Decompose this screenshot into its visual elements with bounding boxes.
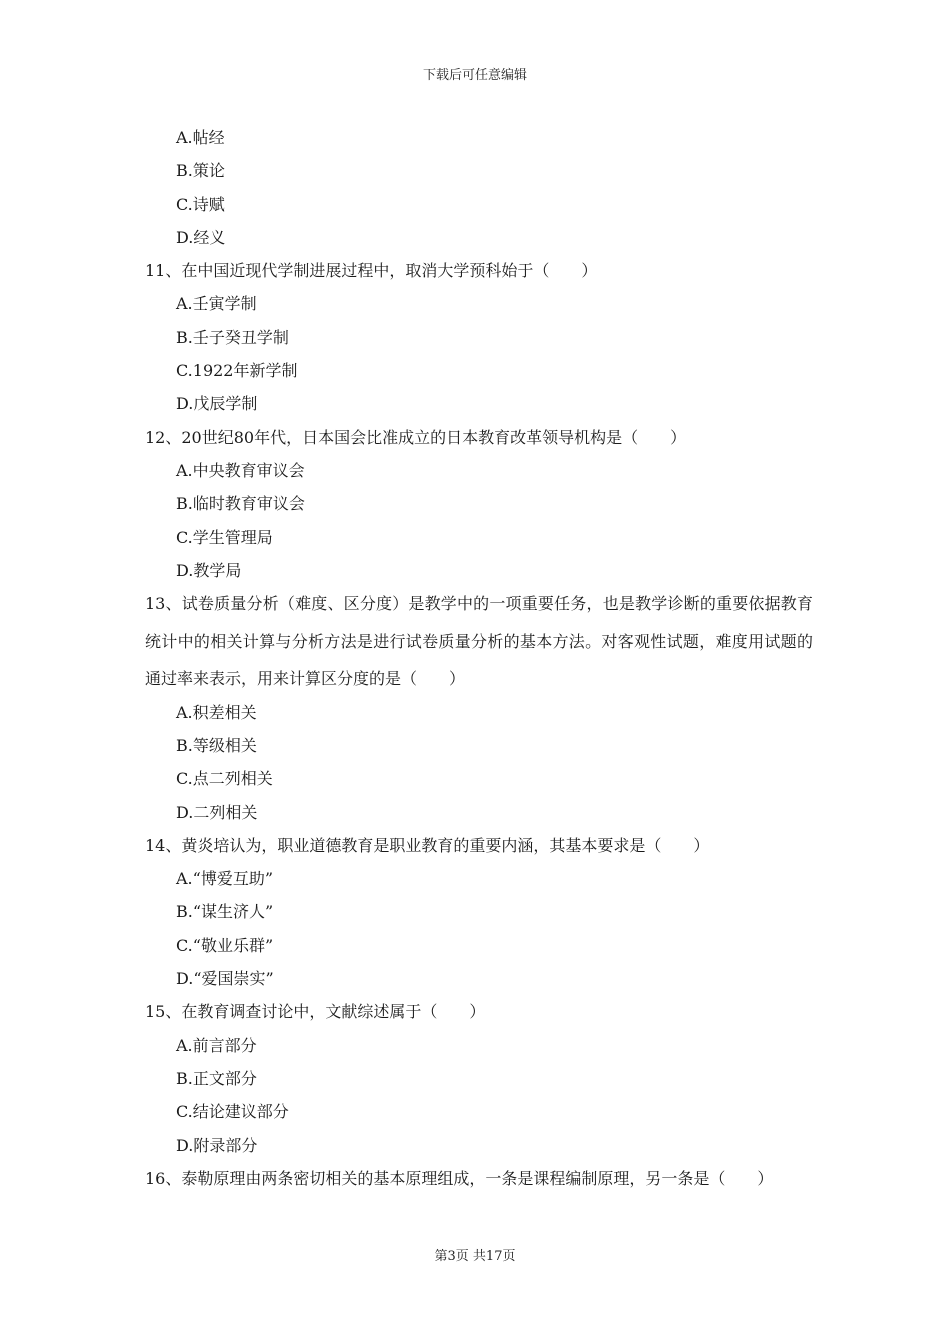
option-a: A.前言部分 bbox=[176, 1035, 257, 1055]
option-d: D.教学局 bbox=[176, 560, 242, 580]
page-footer: 第3页 共17页 bbox=[434, 1249, 516, 1264]
option-c: C.诗赋 bbox=[176, 194, 225, 214]
option-b: B.正文部分 bbox=[176, 1068, 257, 1088]
option-c: C.1922年新学制 bbox=[176, 361, 298, 381]
option-b: B.“谋生济人” bbox=[176, 902, 274, 922]
option-d: D.经义 bbox=[176, 227, 226, 247]
option-d: D.附录部分 bbox=[176, 1135, 258, 1155]
question-14: 14、黄炎培认为，职业道德教育是职业教育的重要内涵，其基本要求是（ ） bbox=[145, 835, 710, 855]
option-a: A.壬寅学制 bbox=[176, 294, 257, 314]
question-list bbox=[145, 121, 813, 1195]
question-11: 11、在中国近现代学制进展过程中，取消大学预科始于（ ） bbox=[145, 261, 598, 281]
option-a: A.“博爱互助” bbox=[176, 869, 274, 889]
question-16: 16、泰勒原理由两条密切相关的基本原理组成，一条是课程编制原理，另一条是（ ） bbox=[145, 1168, 774, 1188]
question-15: 15、在教育调查讨论中，文献综述属于（ ） bbox=[145, 1002, 486, 1022]
option-c: C.“敬业乐群” bbox=[176, 935, 274, 955]
option-a: A.中央教育审议会 bbox=[176, 460, 305, 480]
option-c: C.点二列相关 bbox=[176, 769, 273, 789]
option-b: B.临时教育审议会 bbox=[176, 494, 305, 514]
option-b: B.策论 bbox=[176, 161, 225, 181]
option-c: C.结论建议部分 bbox=[176, 1102, 289, 1122]
option-a: A.帖经 bbox=[176, 128, 225, 147]
option-d: D.二列相关 bbox=[176, 802, 258, 822]
page-header: 下载后可任意编辑 bbox=[422, 68, 527, 83]
question-12: 12、20世纪80年代，日本国会比准成立的日本教育改革领导机构是（ ） bbox=[145, 427, 687, 447]
option-d: D.“爱国崇实” bbox=[176, 969, 274, 989]
option-d: D.戊辰学制 bbox=[176, 394, 258, 414]
option-c: C.学生管理局 bbox=[176, 527, 273, 547]
question-13: 13、试卷质量分析（难度、区分度）是教学中的一项重要任务，也是教学诊断的重要依据教育统计中的相关计算与分析方法是进行试卷质量分析的基本方法。对客观性试题，难度用试题的通过率来表示，用来计算区分度的是（ ） bbox=[145, 594, 813, 689]
option-b: B.壬子癸丑学制 bbox=[176, 327, 289, 347]
option-a: A.积差相关 bbox=[176, 702, 257, 722]
option-b: B.等级相关 bbox=[176, 735, 257, 755]
